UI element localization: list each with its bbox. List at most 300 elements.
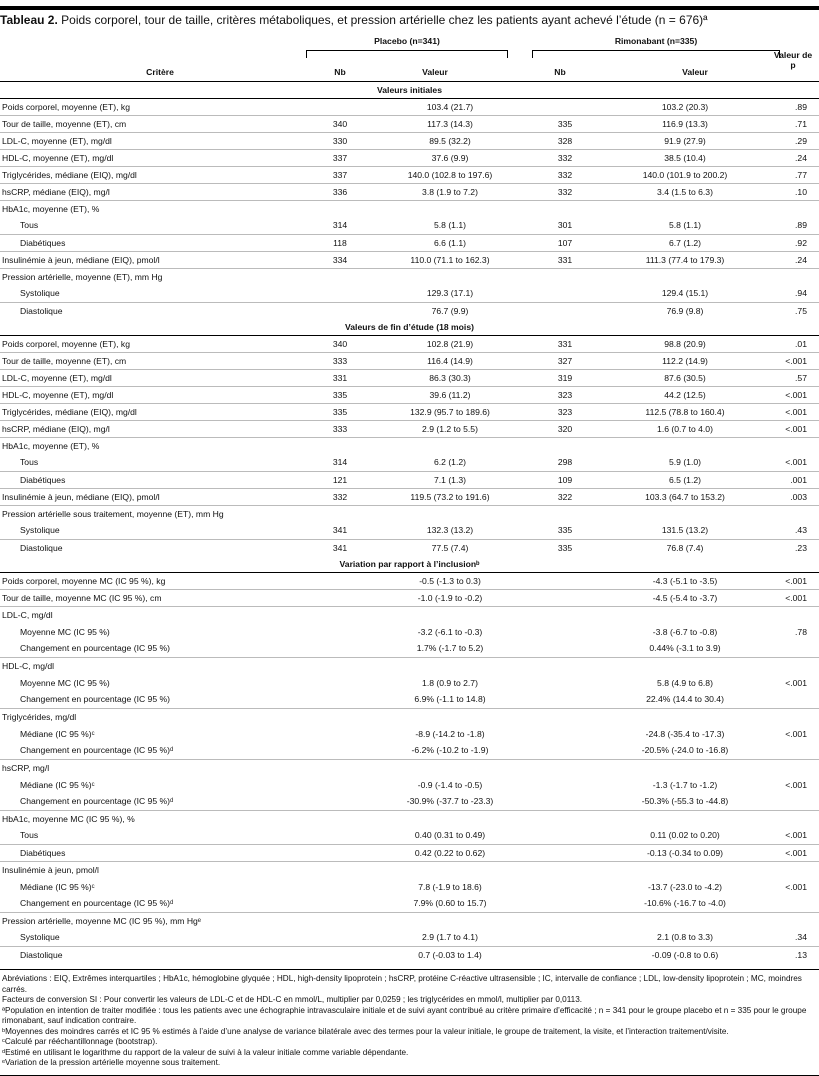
placebo-nb-cell: 314 (300, 217, 380, 234)
rimonabant-nb-cell: 332 (520, 183, 610, 200)
pvalue-cell: <.001 (785, 728, 807, 739)
rimonabant-value-cell: -20.5% (-24.0 to -16.8) (610, 742, 760, 759)
section-header (0, 556, 819, 572)
table-row (0, 946, 819, 963)
rimonabant-value-cell: 3.4 (1.5 to 6.3) (610, 183, 760, 200)
rimonabant-nb-cell: 301 (520, 217, 610, 234)
placebo-value-cell: 37.6 (9.9) (380, 149, 520, 166)
table-row (0, 623, 819, 640)
row-label: HbA1c, moyenne (ET), % (2, 203, 100, 214)
placebo-group-header: Placebo (n=341) (374, 36, 440, 46)
rimonabant-nb-cell: 298 (520, 454, 610, 471)
pvalue-cell (760, 742, 819, 759)
placebo-value-cell: 110.0 (71.1 to 162.3) (380, 251, 520, 268)
pvalue-cell: <.001 (760, 827, 819, 844)
rimonabant-nb-cell: 107 (520, 234, 610, 251)
rimonabant-nb-cell (520, 878, 610, 895)
placebo-value-cell: 117.3 (14.3) (380, 115, 520, 132)
placebo-nb-cell: 340 (300, 115, 380, 132)
placebo-value-cell: 39.6 (11.2) (380, 386, 520, 403)
pvalue-cell (760, 759, 819, 776)
pvalue-cell: <.001 (760, 386, 819, 403)
rimonabant-nb-cell: 320 (520, 420, 610, 437)
placebo-value-cell: -3.2 (-6.1 to -0.3) (417, 626, 483, 637)
rimonabant-value-cell: -3.8 (-6.7 to -0.8) (652, 626, 718, 637)
placebo-nb-cell (300, 895, 380, 912)
row-label: Tour de taille, moyenne (ET), cm (0, 115, 300, 132)
placebo-nb-cell (300, 776, 380, 793)
placebo-nb-cell (300, 674, 380, 691)
placebo-value-cell (380, 759, 520, 776)
placebo-nb-cell (300, 606, 380, 623)
row-label: Diabétiques (0, 471, 300, 488)
pvalue-cell (760, 708, 819, 725)
rimonabant-nb-cell (520, 674, 610, 691)
row-label: Changement en pourcentage (IC 95 %) (0, 640, 300, 657)
rimonabant-value-cell: 6.7 (1.2) (610, 234, 760, 251)
section-title: Valeurs de fin d’étude (18 mois) (0, 319, 819, 335)
placebo-nb-cell: 337 (300, 166, 380, 183)
placebo-value-cell: 89.5 (32.2) (380, 132, 520, 149)
placebo-nb-cell: 341 (332, 542, 348, 553)
rimonabant-value-cell: 87.6 (30.5) (610, 369, 760, 386)
rimonabant-value-cell: 5.9 (1.0) (610, 454, 760, 471)
rimonabant-value-cell (610, 505, 760, 522)
table-row (0, 505, 819, 522)
table-row (0, 522, 819, 539)
rimonabant-nb-cell (520, 268, 610, 285)
table-row (0, 285, 819, 302)
row-label: Diastolique (20, 305, 63, 316)
row-label: Pression artérielle, moyenne MC (IC 95 %), mm Hgᵉ (2, 915, 201, 926)
placebo-value-cell: 6.9% (-1.1 to 14.8) (380, 691, 520, 708)
row-label: HDL-C, moyenne (ET), mg/dl (0, 386, 300, 403)
rimonabant-value-cell: -10.6% (-16.7 to -4.0) (610, 895, 760, 912)
row-label: hsCRP, mg/l (2, 762, 50, 773)
rimonabant-value-cell: -13.7 (-23.0 to -4.2) (647, 881, 723, 892)
placebo-nb-cell: 341 (300, 522, 380, 539)
rimonabant-value-cell (610, 437, 760, 454)
rimonabant-nb-cell: 332 (520, 166, 610, 183)
pvalue-cell: .92 (760, 234, 819, 251)
table-row (0, 793, 819, 810)
placebo-value-cell (380, 200, 520, 217)
pvalue-cell: .75 (795, 305, 807, 316)
table-row (0, 352, 819, 369)
placebo-value-cell: 2.9 (1.7 to 4.1) (380, 929, 520, 946)
pvalue-cell (760, 437, 819, 454)
rimonabant-nb-cell (520, 895, 610, 912)
rimonabant-nb-cell (520, 505, 610, 522)
rimonabant-value-cell: -24.8 (-35.4 to -17.3) (645, 728, 725, 739)
pvalue-cell: .23 (795, 542, 807, 553)
rimonabant-nb-cell (520, 302, 610, 319)
placebo-nb-cell: 330 (300, 132, 380, 149)
placebo-value-cell: 140.0 (102.8 to 197.6) (380, 166, 520, 183)
placebo-value-cell: 5.8 (1.1) (380, 217, 520, 234)
row-label: Tous (0, 827, 300, 844)
pvalue-header: Valeur de p (773, 50, 813, 70)
table-row (0, 759, 819, 776)
rimonabant-nb-cell: 332 (520, 149, 610, 166)
table-row (0, 335, 819, 352)
row-label: Pression artérielle sous traitement, moyenne (ET), mm Hg (2, 508, 224, 519)
row-label: Tous (0, 217, 300, 234)
rimonabant-value-cell: 112.2 (14.9) (610, 352, 760, 369)
rimonabant-nb-header: Nb (554, 67, 566, 77)
rimonabant-nb-cell (520, 759, 610, 776)
table-row (0, 539, 819, 556)
table-row (0, 844, 819, 861)
placebo-value-cell: 132.3 (13.2) (380, 522, 520, 539)
pvalue-cell: <.001 (760, 572, 819, 589)
table-title (0, 10, 819, 27)
placebo-nb-cell: 337 (300, 149, 380, 166)
placebo-nb-cell: 336 (300, 183, 380, 200)
placebo-value-cell: 132.9 (95.7 to 189.6) (380, 403, 520, 420)
rimonabant-nb-cell (520, 725, 610, 742)
rimonabant-nb-cell (520, 861, 610, 878)
table-row (0, 403, 819, 420)
placebo-nb-cell (300, 572, 380, 589)
rimonabant-value-cell: 98.8 (20.9) (610, 335, 760, 352)
table-row (0, 166, 819, 183)
row-label: Insulinémie à jeun, médiane (EIQ), pmol/l (0, 488, 300, 505)
section-header (0, 82, 819, 98)
rimonabant-nb-cell (520, 589, 610, 606)
rimonabant-value-cell (610, 759, 760, 776)
placebo-value-cell: 1.8 (0.9 to 2.7) (422, 677, 478, 688)
pvalue-cell: .94 (760, 285, 819, 302)
placebo-nb-cell: 334 (300, 251, 380, 268)
rimonabant-nb-cell (520, 98, 610, 115)
pvalue-cell (760, 810, 819, 827)
rimonabant-nb-cell (520, 827, 610, 844)
placebo-value-cell: -30.9% (-37.7 to -23.3) (380, 793, 520, 810)
rimonabant-value-cell: 103.2 (20.3) (610, 98, 760, 115)
pvalue-cell: .89 (760, 98, 819, 115)
row-label: Médiane (IC 95 %)ᶜ (20, 881, 95, 892)
placebo-nb-cell (300, 302, 380, 319)
rimonabant-value-cell: 76.8 (7.4) (666, 542, 704, 553)
placebo-value-cell: 77.5 (7.4) (431, 542, 469, 553)
table-row (0, 488, 819, 505)
row-label: Moyenne MC (IC 95 %) (20, 626, 110, 637)
placebo-nb-cell (300, 285, 380, 302)
pvalue-cell (760, 200, 819, 217)
table-label: Tableau 2. (0, 13, 58, 27)
row-label: Diastolique (20, 949, 63, 960)
rimonabant-nb-cell: 109 (520, 471, 610, 488)
rimonabant-nb-cell (520, 929, 610, 946)
rimonabant-valeur-header: Valeur (682, 67, 708, 77)
rimonabant-value-cell: -4.5 (-5.4 to -3.7) (610, 589, 760, 606)
rimonabant-nb-cell (520, 606, 610, 623)
placebo-value-cell: 129.3 (17.1) (380, 285, 520, 302)
row-label: hsCRP, médiane (EIQ), mg/l (0, 420, 300, 437)
row-label: Triglycérides, médiane (EIQ), mg/dl (0, 403, 300, 420)
rimonabant-nb-cell (520, 708, 610, 725)
table-row (0, 386, 819, 403)
rimonabant-nb-cell (520, 742, 610, 759)
row-label: Triglycérides, mg/dl (2, 711, 77, 722)
table-row (0, 640, 819, 657)
table-row (0, 742, 819, 759)
row-label: Systolique (0, 929, 300, 946)
placebo-nb-cell: 333 (300, 420, 380, 437)
placebo-nb-cell (300, 946, 380, 963)
rimonabant-nb-cell (520, 793, 610, 810)
placebo-nb-cell (300, 589, 380, 606)
rimonabant-nb-cell (520, 912, 610, 929)
table-row (0, 827, 819, 844)
placebo-value-cell (380, 437, 520, 454)
row-label: Poids corporel, moyenne (ET), kg (0, 335, 300, 352)
table-row (0, 420, 819, 437)
placebo-value-cell (380, 708, 520, 725)
rimonabant-value-cell (610, 606, 760, 623)
placebo-nb-cell: 335 (300, 403, 380, 420)
rimonabant-value-cell (610, 200, 760, 217)
pvalue-cell: .24 (760, 149, 819, 166)
placebo-nb-cell (300, 640, 380, 657)
rimonabant-value-cell: -1.3 (-1.7 to -1.2) (652, 779, 718, 790)
section-header (0, 319, 819, 335)
pvalue-cell: .003 (760, 488, 819, 505)
pvalue-cell: <.001 (760, 403, 819, 420)
rimonabant-value-cell: 91.9 (27.9) (610, 132, 760, 149)
footnote: ᵉVariation de la pression artérielle moyenne sous traitement. (2, 1058, 221, 1067)
rimonabant-group-header: Rimonabant (n=335) (614, 36, 698, 46)
bottom-rule (0, 1075, 819, 1076)
pvalue-cell: <.001 (760, 420, 819, 437)
pvalue-cell: .001 (760, 471, 819, 488)
rimonabant-nb-cell (520, 285, 610, 302)
row-label: HbA1c, moyenne MC (IC 95 %), % (2, 813, 135, 824)
row-label: Changement en pourcentage (IC 95 %)ᵈ (0, 895, 300, 912)
table-row (0, 217, 819, 234)
rimonabant-value-cell: 22.4% (14.4 to 30.4) (610, 691, 760, 708)
footnotes (0, 969, 819, 1069)
pvalue-cell: <.001 (760, 454, 819, 471)
placebo-value-cell: 2.9 (1.2 to 5.5) (380, 420, 520, 437)
placebo-value-cell: 86.3 (30.3) (380, 369, 520, 386)
table-row (0, 606, 819, 623)
pvalue-cell (760, 861, 819, 878)
row-label: Systolique (0, 522, 300, 539)
placebo-nb-cell (300, 844, 380, 861)
placebo-value-cell: 103.4 (21.7) (380, 98, 520, 115)
rimonabant-nb-cell (520, 691, 610, 708)
row-label: Diabétiques (0, 844, 300, 861)
row-label: Diastolique (20, 542, 63, 553)
row-label: Pression artérielle, moyenne (ET), mm Hg (2, 271, 163, 282)
table-row (0, 674, 819, 691)
pvalue-cell: <.001 (785, 677, 807, 688)
placebo-valeur-header: Valeur (422, 67, 448, 77)
row-label: Médiane (IC 95 %)ᶜ (20, 779, 95, 790)
row-label: Systolique (0, 285, 300, 302)
placebo-nb-cell (300, 929, 380, 946)
row-label: Changement en pourcentage (IC 95 %)ᵈ (0, 793, 300, 810)
row-label: Tous (0, 454, 300, 471)
rimonabant-nb-cell (520, 200, 610, 217)
row-label: Triglycérides, médiane (EIQ), mg/dl (0, 166, 300, 183)
pvalue-cell: .78 (795, 626, 807, 637)
placebo-nb-cell (300, 657, 380, 674)
row-label: Moyenne MC (IC 95 %) (20, 677, 110, 688)
pvalue-cell: .29 (760, 132, 819, 149)
placebo-value-cell: 1.7% (-1.7 to 5.2) (380, 640, 520, 657)
placebo-nb-cell (300, 912, 380, 929)
pvalue-cell (760, 606, 819, 623)
pvalue-cell: .57 (760, 369, 819, 386)
rimonabant-value-cell (610, 810, 760, 827)
rimonabant-nb-cell: 335 (520, 522, 610, 539)
table-row (0, 895, 819, 912)
placebo-value-cell: 0.42 (0.22 to 0.62) (380, 844, 520, 861)
pvalue-cell (760, 657, 819, 674)
placebo-value-cell: 119.5 (73.2 to 191.6) (380, 488, 520, 505)
placebo-nb-cell (300, 827, 380, 844)
placebo-value-cell: 76.7 (9.9) (431, 305, 469, 316)
table-row (0, 268, 819, 285)
rimonabant-value-cell: -50.3% (-55.3 to -44.8) (610, 793, 760, 810)
pvalue-cell: <.001 (760, 352, 819, 369)
rimonabant-nb-cell: 327 (520, 352, 610, 369)
placebo-value-cell: 7.9% (0.60 to 15.7) (380, 895, 520, 912)
placebo-nb-cell (300, 505, 380, 522)
rimonabant-value-cell: -0.09 (-0.8 to 0.6) (651, 949, 719, 960)
placebo-value-cell (380, 861, 520, 878)
results-table (0, 82, 819, 963)
rimonabant-nb-cell: 323 (520, 386, 610, 403)
rimonabant-value-cell: 2.1 (0.8 to 3.3) (610, 929, 760, 946)
row-label: Diabétiques (0, 234, 300, 251)
pvalue-cell: <.001 (760, 589, 819, 606)
placebo-nb-cell (300, 793, 380, 810)
table-row (0, 810, 819, 827)
pvalue-cell: .10 (760, 183, 819, 200)
row-label: HDL-C, moyenne (ET), mg/dl (0, 149, 300, 166)
placebo-value-cell: 7.8 (-1.9 to 18.6) (418, 881, 482, 892)
placebo-nb-cell: 118 (300, 234, 380, 251)
rimonabant-value-cell: 76.9 (9.8) (666, 305, 704, 316)
placebo-value-cell (380, 505, 520, 522)
pvalue-cell: .13 (795, 949, 807, 960)
placebo-value-cell: 6.6 (1.1) (380, 234, 520, 251)
rimonabant-value-cell: 112.5 (78.8 to 160.4) (610, 403, 760, 420)
rimonabant-value-cell: 5.8 (1.1) (610, 217, 760, 234)
table-row (0, 708, 819, 725)
row-label: Insulinémie à jeun, médiane (EIQ), pmol/l (0, 251, 300, 268)
row-label: Changement en pourcentage (IC 95 %) (0, 691, 300, 708)
placebo-value-cell (380, 810, 520, 827)
rimonabant-value-cell: 131.5 (13.2) (610, 522, 760, 539)
table-body (0, 82, 819, 963)
rimonabant-nb-cell (520, 640, 610, 657)
placebo-value-cell: 6.2 (1.2) (380, 454, 520, 471)
placebo-value-cell: 116.4 (14.9) (380, 352, 520, 369)
pvalue-cell (760, 691, 819, 708)
table-row (0, 657, 819, 674)
placebo-nb-cell (300, 810, 380, 827)
rimonabant-value-cell: 0.44% (-3.1 to 3.9) (610, 640, 760, 657)
rimonabant-nb-cell: 319 (520, 369, 610, 386)
rimonabant-value-cell (610, 657, 760, 674)
pvalue-cell (760, 268, 819, 285)
footnote: Abréviations : EIQ, Extrêmes interquartiles ; HbA1c, hémoglobine glyquée ; HDL, high-density lipoprotein ; hsCRP, protéine C-réactive ultrasensible ; IC, intervalle de confiance ; LDL, low-density lipoprotein ; MC, moindres carrés. (2, 974, 802, 994)
placebo-value-cell: -0.9 (-1.4 to -0.5) (417, 779, 483, 790)
table-row (0, 437, 819, 454)
placebo-value-cell: 0.7 (-0.03 to 1.4) (418, 949, 482, 960)
rimonabant-nb-cell: 322 (520, 488, 610, 505)
table-row (0, 183, 819, 200)
placebo-nb-cell (300, 691, 380, 708)
placebo-value-cell (380, 657, 520, 674)
rimonabant-value-cell (610, 912, 760, 929)
table-row (0, 251, 819, 268)
table-row (0, 302, 819, 319)
table-row (0, 725, 819, 742)
rimonabant-nb-cell (520, 623, 610, 640)
table-row (0, 98, 819, 115)
placebo-nb-cell (300, 437, 380, 454)
footnote: ªPopulation en intention de traiter modifiée : tous les patients avec une échographie intravasculaire initiale et de suivi ayant contribué au critère primaire d’efficacité ; n = 341 pour le groupe placebo et n = 335 pour le groupe rimonabant, sauf indication contraire. (2, 1005, 807, 1025)
rimonabant-value-cell: 5.8 (4.9 to 6.8) (657, 677, 713, 688)
rimonabant-value-cell (610, 708, 760, 725)
table-row (0, 861, 819, 878)
placebo-value-cell: -6.2% (-10.2 to -1.9) (380, 742, 520, 759)
pvalue-cell: <.001 (785, 779, 807, 790)
placebo-nb-cell (300, 861, 380, 878)
placebo-nb-cell: 340 (300, 335, 380, 352)
row-label: HDL-C, mg/dl (2, 660, 55, 671)
placebo-bracket (306, 50, 508, 58)
footnote: ᶜCalculé par rééchantillonnage (bootstrap). (2, 1037, 158, 1046)
placebo-nb-cell (300, 742, 380, 759)
rimonabant-value-cell: 1.6 (0.7 to 4.0) (610, 420, 760, 437)
placebo-nb-cell (300, 98, 380, 115)
placebo-value-cell: -1.0 (-1.9 to -0.2) (380, 589, 520, 606)
rimonabant-nb-cell (520, 844, 610, 861)
rimonabant-value-cell: 6.5 (1.2) (610, 471, 760, 488)
table-row (0, 234, 819, 251)
placebo-nb-cell (300, 759, 380, 776)
table-header (0, 30, 819, 82)
critere-header: Critère (146, 67, 174, 77)
section-title: Valeurs initiales (0, 82, 819, 98)
rimonabant-nb-cell: 335 (520, 115, 610, 132)
row-label: Poids corporel, moyenne MC (IC 95 %), kg (0, 572, 300, 589)
rimonabant-nb-cell: 328 (520, 132, 610, 149)
rimonabant-value-cell: 116.9 (13.3) (610, 115, 760, 132)
row-label: Médiane (IC 95 %)ᶜ (20, 728, 95, 739)
pvalue-cell: <.001 (785, 881, 807, 892)
placebo-nb-cell: 331 (300, 369, 380, 386)
placebo-nb-cell (300, 878, 380, 895)
placebo-nb-cell: 333 (300, 352, 380, 369)
placebo-value-cell (380, 912, 520, 929)
rimonabant-value-cell (610, 861, 760, 878)
rimonabant-value-cell: -4.3 (-5.1 to -3.5) (610, 572, 760, 589)
pvalue-cell (760, 505, 819, 522)
pvalue-cell (760, 793, 819, 810)
row-label: Tour de taille, moyenne MC (IC 95 %), cm (0, 589, 300, 606)
placebo-nb-cell (300, 268, 380, 285)
footnote: Facteurs de conversion SI : Pour convertir les valeurs de LDL-C et de HDL-C en mmol/L, multiplier par 0,0259 ; les triglycérides en mmol/l, multiplier par 0,0113. (2, 995, 583, 1004)
table-row (0, 572, 819, 589)
